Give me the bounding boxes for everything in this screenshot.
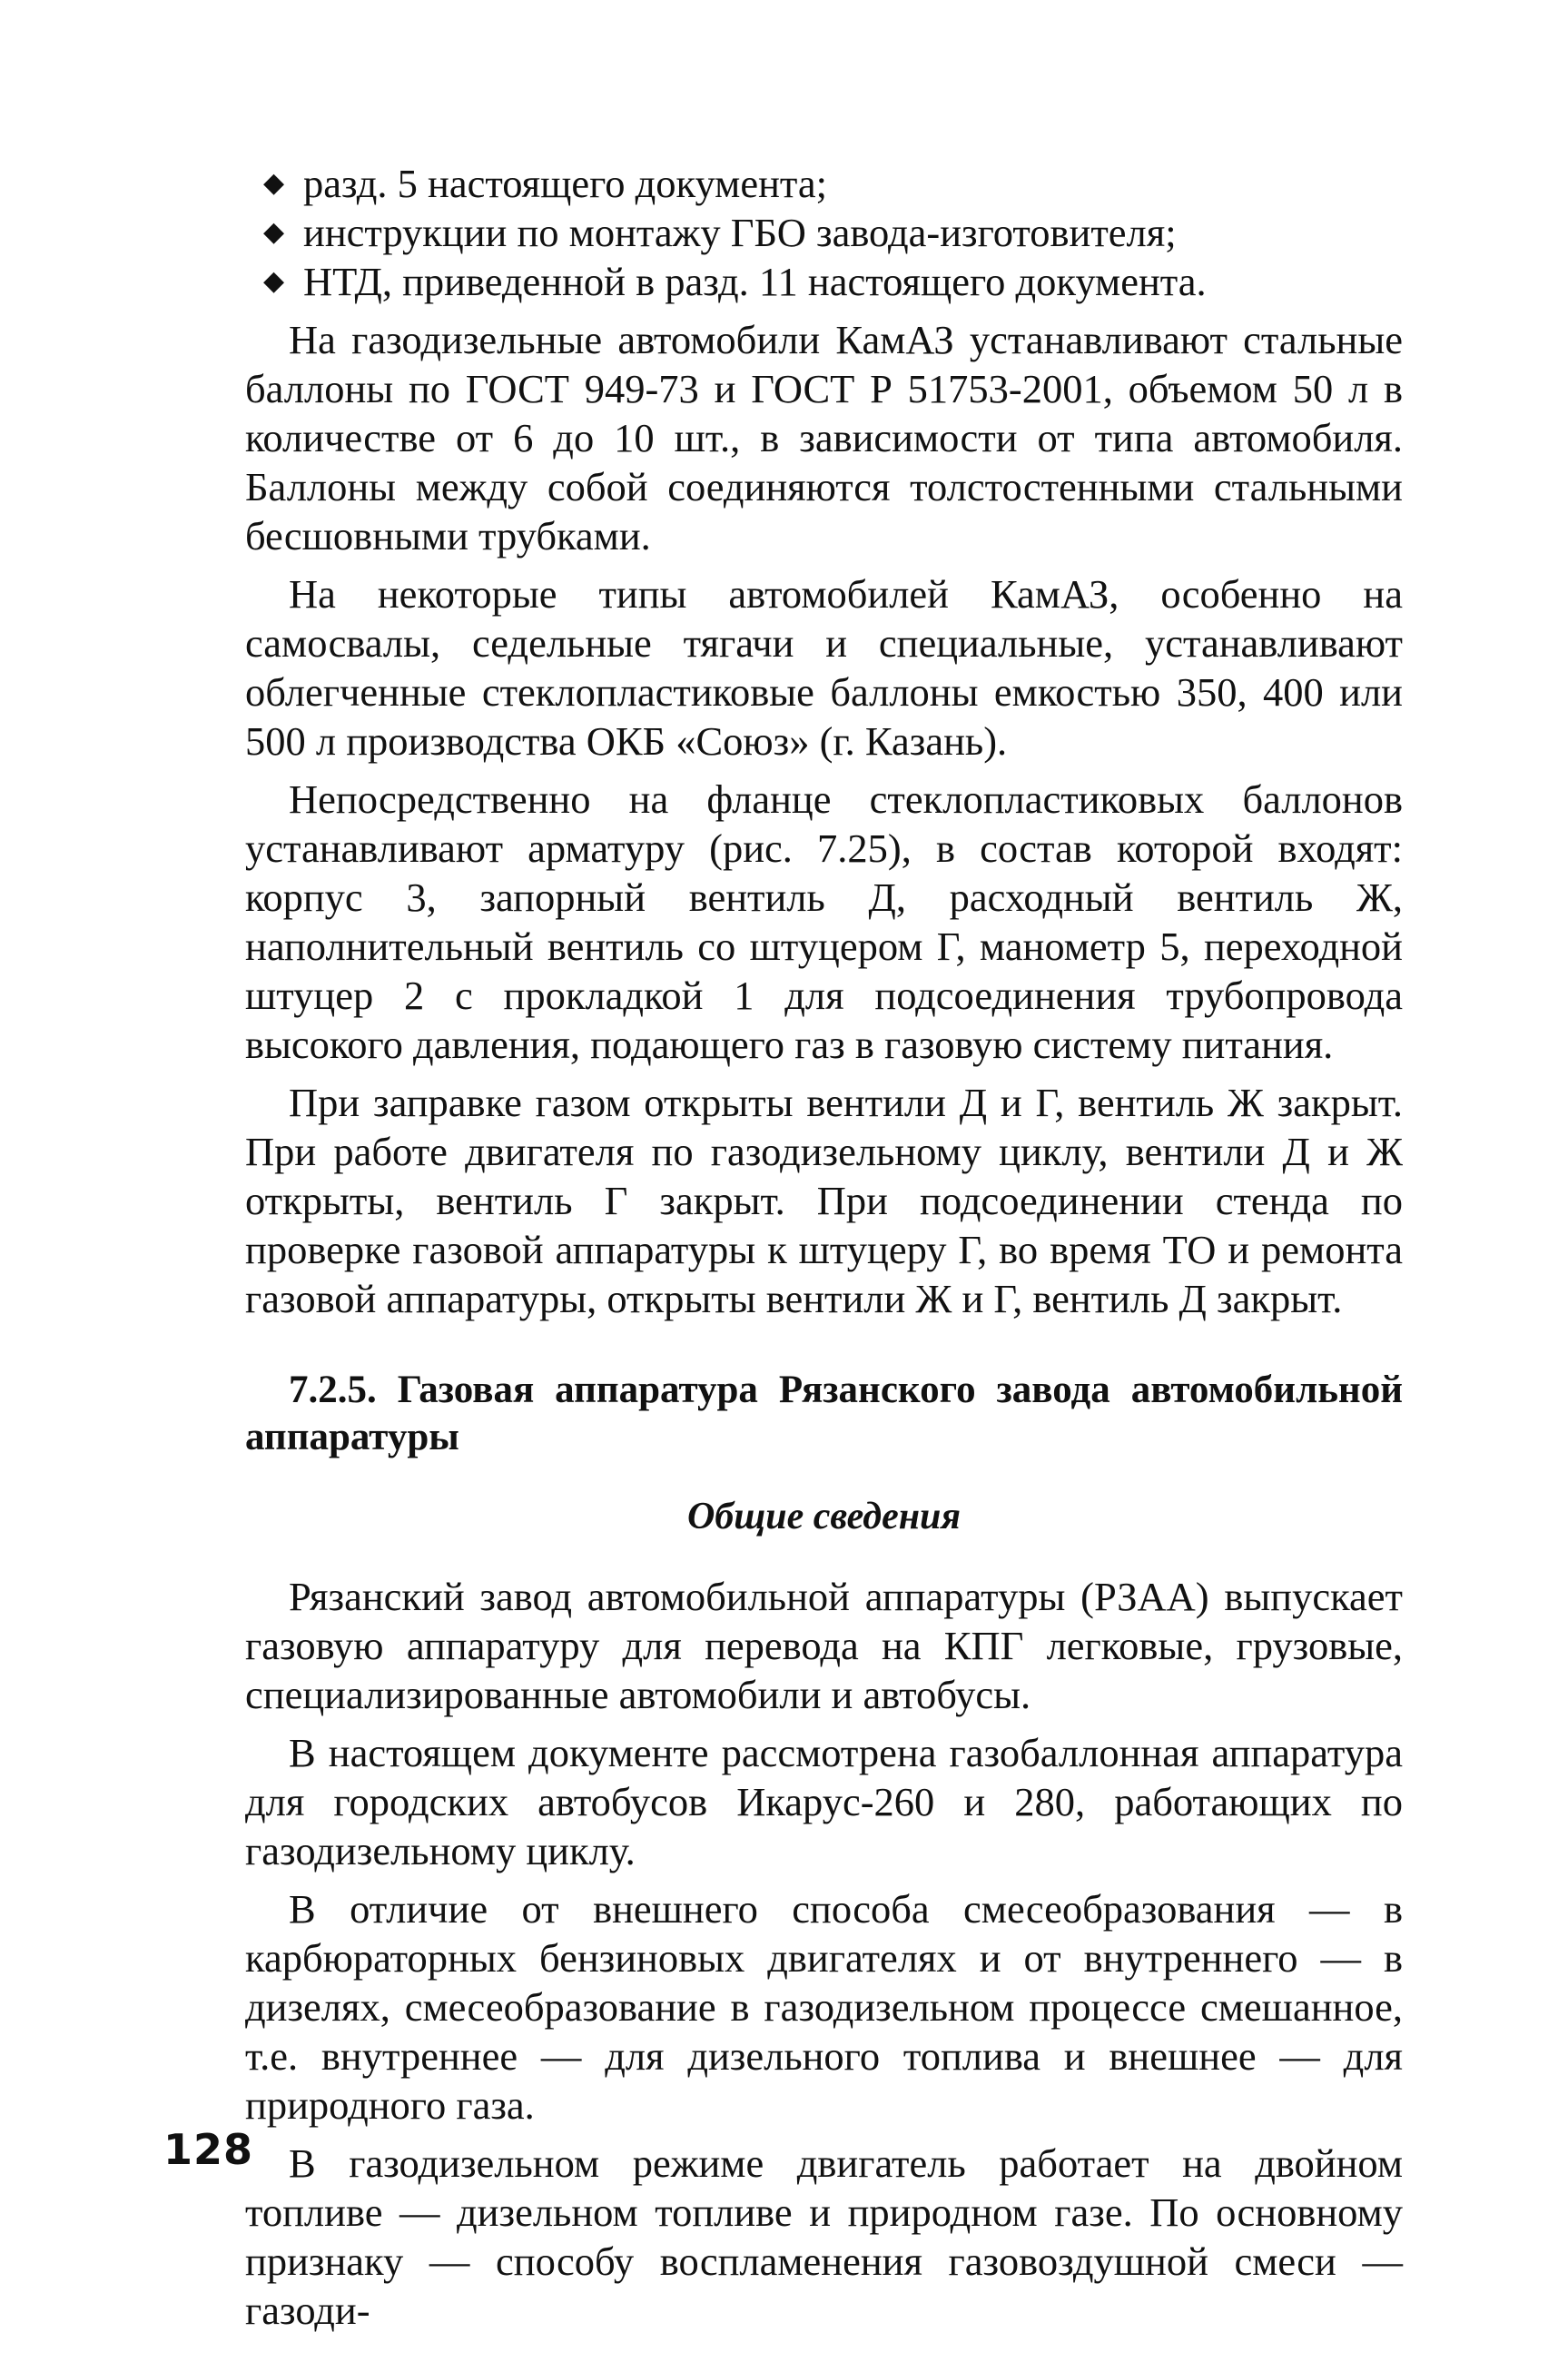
diamond-bullet-icon: ◆ [263,265,285,297]
list-item-text: разд. 5 настоящего документа; [303,161,828,206]
list-item [245,159,1403,208]
section-heading: 7.2.5. Газовая аппаратура Рязанского завода автомобильной аппаратуры [245,1369,1403,1458]
list-item-text: инструкции по монтажу ГБО завода-изготовителя; [303,210,1177,255]
paragraph: В настоящем документе рассмотрена газобаллонная аппаратура для городских автобусов Икарус-260 и 280, работающих по газодизельному циклу. [245,1730,1403,1873]
page-number: 128 [163,2125,254,2174]
diamond-bullet-icon: ◆ [263,167,285,199]
list-item [245,208,1403,257]
paragraph: Рязанский завод автомобильной аппаратуры (РЗАА) выпускает газовую аппаратуру для перевода на КПГ легковые, грузовые, специализированные автомобили и автобусы. [245,1574,1403,1717]
bullet-list [245,159,1403,306]
page-content [245,159,1403,2335]
paragraph: Непосредственно на фланце стеклопластиковых баллонов устанавливают арматуру (рис. 7.25), в состав которой входят: корпус 3, запорный вентиль Д, расходный вентиль Ж, наполнительный вентиль со штуцером Г, манометр 5, переходной штуцер 2 с прокладкой 1 для подсоединения трубопровода высокого давления, подающего газ в газовую систему питания. [245,776,1403,1067]
paragraph: В газодизельном режиме двигатель работает на двойном топливе — дизельном топливе и природном газе. По основному признаку — способу воспламенения газовоздушной смеси — газоди- [245,2140,1403,2333]
list-item-text: НТД, приведенной в разд. 11 настоящего документа. [303,259,1207,304]
paragraph: В отличие от внешнего способа смесеобразования — в карбюраторных бензиновых двигателях и от внутреннего — в дизелях, смесеобразование в газодизельном процессе смешанное, т.е. внутреннее — для дизельного топлива и внешнее — для природного газа. [245,1886,1403,2128]
subheading: Общие сведения [686,1496,962,1537]
paragraph: На некоторые типы автомобилей КамАЗ, особенно на самосвалы, седельные тягачи и специальные, устанавливают облегченные стеклопластиковые баллоны емкостью 350, 400 или 500 л производства ОКБ «Союз» (г. Казань). [245,571,1403,764]
diamond-bullet-icon: ◆ [263,216,285,248]
list-item [245,257,1403,306]
paragraph: На газодизельные автомобили КамАЗ устанавливают стальные баллоны по ГОСТ 949-73 и ГОСТ Р 51753-2001, объемом 50 л в количестве от 6 до 10 шт., в зависимости от типа автомобиля. Баллоны между собой соединяются толстостенными стальными бесшовными трубками. [245,317,1403,558]
paragraph: При заправке газом открыты вентили Д и Г, вентиль Ж закрыт. При работе двигателя по газодизельному циклу, вентили Д и Ж открыты, вентиль Г закрыт. При подсоединении стенда по проверке газовой аппаратуры к штуцеру Г, во время ТО и ремонта газовой аппаратуры, открыты вентили Ж и Г, вентиль Д закрыт. [245,1080,1403,1321]
